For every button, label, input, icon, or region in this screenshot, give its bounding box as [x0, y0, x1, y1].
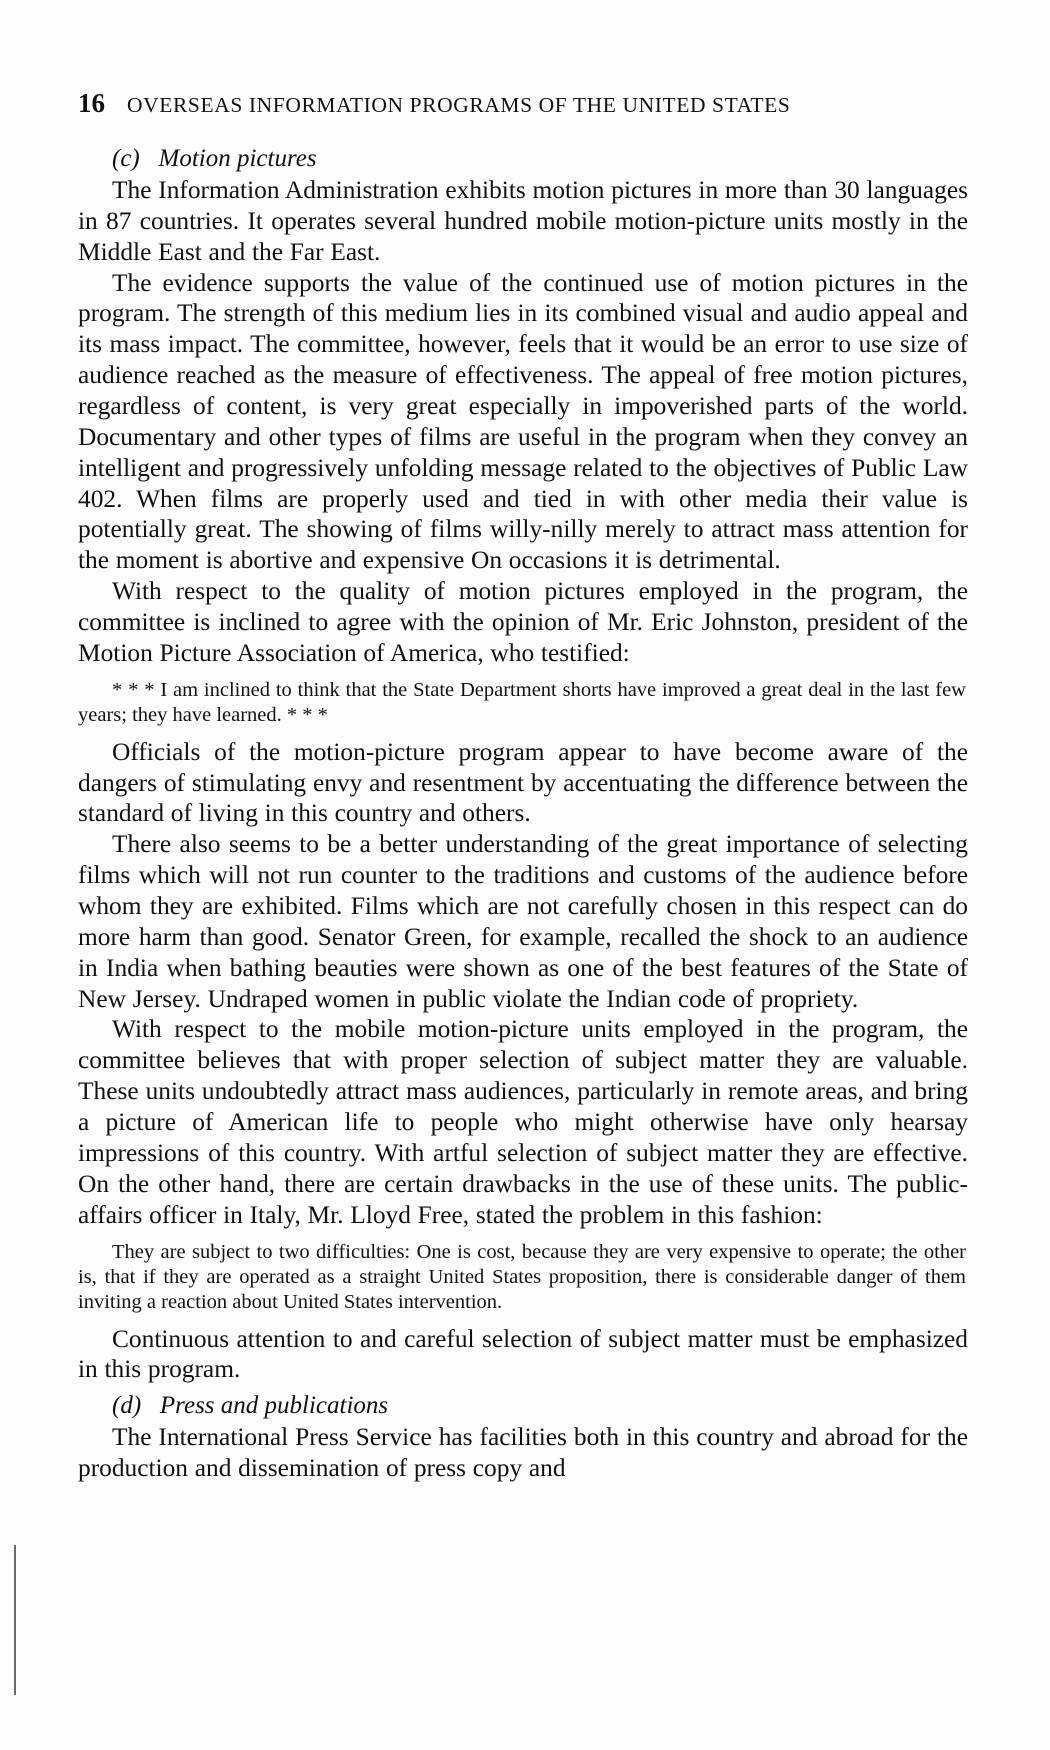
block-quote: They are subject to two difficulties: One is cost, because they are very expensive to operate; the other is, that if they are operated as a straight United States proposition, there is considerable danger of them inviting a reaction about United States intervention. — [78, 1240, 966, 1313]
section-heading-c — [78, 145, 968, 173]
paragraph: Continuous attention to and careful selection of subject matter must be emphasized in this program. — [78, 1324, 968, 1384]
page-number: 16 — [78, 88, 105, 118]
section-label-c: (c) — [112, 145, 140, 172]
block-quote: * * * I am inclined to think that the State Department shorts have improved a great deal in the last few years; they have learned. * * * — [78, 678, 966, 726]
page-header — [78, 88, 968, 119]
paragraph: There also seems to be a better understanding of the great importance of selecting films which will not run counter to the traditions and customs of the audience before whom they are exhibited. Films which are not carefully chosen in this respect can do more harm than good. Senator Green, for example, recalled the shock to an audience in India when bathing beauties were shown as one of the best features of the State of New Jersey. Undraped women in public violate the Indian code of propriety. — [78, 830, 968, 1013]
section-title-d: Press and publications — [159, 1392, 389, 1420]
section-title-c: Motion pictures — [158, 145, 317, 172]
paragraph: Officials of the motion-picture program appear to have become aware of the dangers of stimulating envy and resentment by accentuating the difference between the standard of living in this country and others. — [78, 737, 968, 828]
page-content — [78, 88, 968, 1484]
paragraph: The Information Administration exhibits motion pictures in more than 30 languages in 87 countries. It operates several hundred mobile motion-picture units mostly in the Middle East and the Far East. — [78, 176, 968, 266]
paragraph: The evidence supports the value of the continued use of motion pictures in the program. The strength of this medium lies in its combined visual and audio appeal and its mass impact. The committee, however, feels that it would be an error to use size of audience reached as the measure of effectiveness. The appeal of free motion pictures, regardless of content, is very great especially in impoverished parts of the world. Documentary and other types of films are useful in the program when they convey an intelligent and progressively unfolding message related to the objectives of Public Law 402. When films are properly used and tied in with other media their value is potentially great. The showing of films willy-nilly merely to attract mass attention for the moment is abortive and expensive On occasions it is detrimental. — [78, 268, 968, 575]
section-heading-d — [78, 1392, 968, 1420]
paragraph: With respect to the mobile motion-picture units employed in the program, the committee believes that with proper selection of subject matter they are valuable. These units undoubtedly attract mass audiences, particularly in remote areas, and bring a picture of American life to people who might otherwise have only hearsay impressions of this country. With artful selection of subject matter they are effective. On the other hand, there are certain drawbacks in the use of these units. The public-affairs officer in Italy, Mr. Lloyd Free, stated the problem in this fashion: — [78, 1015, 968, 1229]
section-label-d: (d) — [112, 1392, 142, 1420]
running-head: OVERSEAS INFORMATION PROGRAMS OF THE UNITED STATES — [127, 93, 791, 117]
paragraph: The International Press Service has facilities both in this country and abroad for the production and dissemination of press copy and — [78, 1423, 968, 1483]
paragraph: With respect to the quality of motion pictures employed in the program, the committee is inclined to agree with the opinion of Mr. Eric Johnston, president of the Motion Picture Association of America, who testified: — [78, 577, 968, 667]
margin-rule — [14, 1545, 16, 1695]
